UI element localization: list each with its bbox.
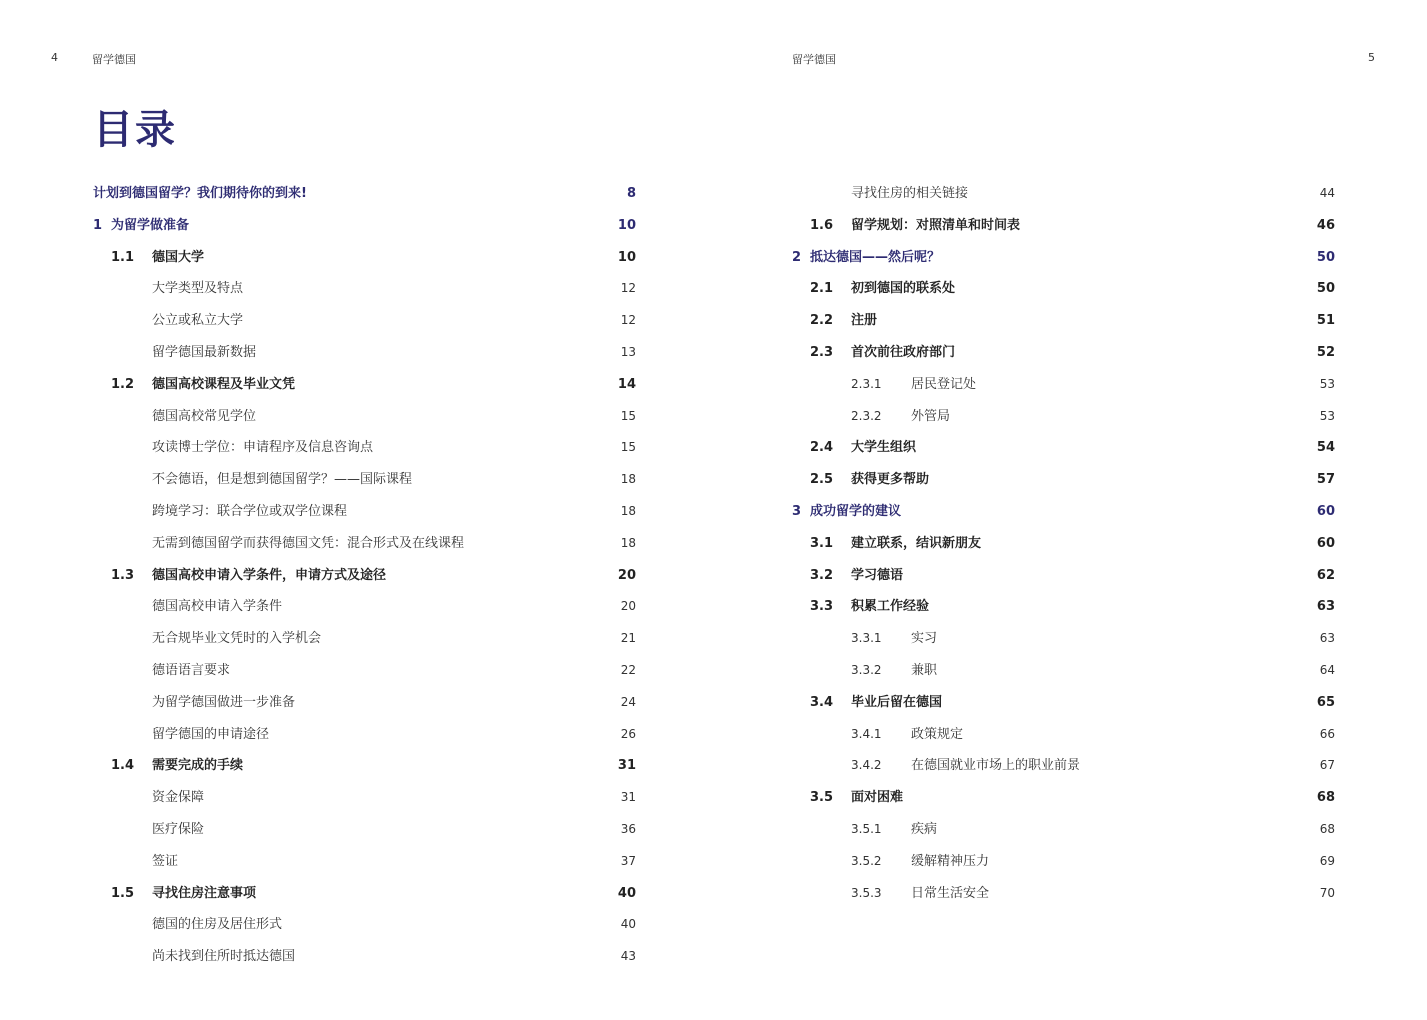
toc-entry-page: 12: [620, 313, 636, 328]
toc-entry-page: 18: [620, 535, 636, 550]
toc-entry[interactable]: [93, 369, 636, 401]
toc-entry-page: 18: [620, 472, 636, 487]
toc-entry-title: 日常生活安全: [911, 885, 990, 901]
toc-entry-page: 66: [1319, 726, 1335, 741]
toc-entry-page: 60: [1316, 503, 1335, 519]
toc-entry[interactable]: [792, 273, 1335, 305]
toc-left-column: [93, 178, 636, 973]
toc-entry-title: 留学规划：对照清单和时间表: [851, 217, 1021, 233]
toc-entry-title: 缓解精神压力: [911, 853, 990, 869]
toc-entry-title: 大学类型及特点: [152, 281, 244, 297]
toc-entry[interactable]: [792, 846, 1335, 878]
toc-entry[interactable]: [792, 337, 1335, 369]
toc-entry[interactable]: [93, 719, 636, 751]
toc-entry[interactable]: [93, 305, 636, 337]
toc-entry[interactable]: [93, 814, 636, 846]
toc-entry-page: 37: [620, 853, 636, 868]
toc-entry-title: 攻读博士学位：申请程序及信息咨询点: [152, 440, 374, 456]
toc-entry-page: 8: [626, 186, 636, 201]
toc-entry-number: 3.5.2: [851, 853, 882, 868]
toc-entry-number: 3.1: [810, 535, 834, 551]
toc-entry-page: 21: [620, 631, 636, 646]
left-running-title: 留学德国: [92, 53, 136, 66]
toc-entry-title: 德语语言要求: [152, 662, 231, 678]
toc-entry-number: 1.6: [810, 217, 834, 233]
toc-entry-title: 初到德国的联系处: [851, 281, 956, 297]
toc-entry-page: 50: [1316, 281, 1335, 297]
toc-entry-title: 学习德语: [851, 567, 904, 583]
toc-entry-number: 2.1: [810, 281, 834, 297]
toc-entry[interactable]: [792, 178, 1335, 210]
toc-entry[interactable]: [792, 655, 1335, 687]
toc-entry-title: 外管局: [911, 408, 951, 424]
toc-entry[interactable]: [93, 687, 636, 719]
toc-entry-title: 兼职: [911, 662, 938, 678]
toc-entry-title: 德国高校申请入学条件: [152, 599, 283, 615]
toc-entry-page: 51: [1316, 313, 1335, 329]
toc-entry[interactable]: [792, 528, 1335, 560]
toc-entry[interactable]: [792, 782, 1335, 814]
toc-entry-page: 68: [1319, 821, 1335, 836]
toc-entry-title: 德国的住房及居住形式: [152, 917, 283, 933]
toc-entry[interactable]: [93, 909, 636, 941]
toc-entry[interactable]: [93, 496, 636, 528]
toc-entry-page: 43: [620, 949, 636, 964]
toc-entry[interactable]: [792, 401, 1335, 433]
toc-entry[interactable]: [792, 591, 1335, 623]
toc-entry[interactable]: [93, 464, 636, 496]
toc-entry[interactable]: [93, 273, 636, 305]
toc-entry-title: 德国高校常见学位: [152, 408, 257, 424]
toc-entry[interactable]: [93, 655, 636, 687]
toc-entry-number: 2: [792, 249, 802, 265]
toc-entry-title: 疾病: [911, 821, 938, 837]
toc-entry[interactable]: [93, 591, 636, 623]
toc-entry-number: 3.3.2: [851, 662, 882, 677]
toc-entry-title: 公立或私立大学: [152, 313, 244, 329]
toc-entry-title: 寻找住房的相关链接: [851, 186, 969, 201]
toc-entry-page: 62: [1316, 567, 1335, 583]
toc-entry-page: 50: [1316, 249, 1335, 265]
toc-entry-title: 尚未找到住所时抵达德国: [152, 949, 296, 965]
toc-entry-title: 无需到德国留学而获得德国文凭：混合形式及在线课程: [152, 535, 465, 551]
toc-entry[interactable]: [93, 210, 636, 242]
toc-entry-page: 70: [1319, 885, 1335, 900]
toc-entry-number: 1.3: [111, 567, 135, 583]
toc-entry-title: 医疗保险: [152, 821, 205, 837]
toc-entry-page: 63: [1319, 631, 1335, 646]
toc-entry-page: 44: [1319, 186, 1335, 200]
toc-entry[interactable]: [792, 814, 1335, 846]
toc-entry[interactable]: [93, 432, 636, 464]
toc-entry-number: 3.5: [810, 790, 834, 806]
toc-entry[interactable]: [792, 687, 1335, 719]
toc-entry[interactable]: [792, 432, 1335, 464]
toc-entry-number: 1.4: [111, 758, 135, 774]
toc-entry-page: 13: [620, 344, 636, 359]
toc-entry[interactable]: [792, 210, 1335, 242]
toc-entry-title: 建立联系，结识新朋友: [851, 535, 982, 551]
toc-entry-title: 获得更多帮助: [851, 472, 930, 488]
toc-entry-title: 跨境学习：联合学位或双学位课程: [152, 503, 348, 519]
toc-entry[interactable]: [792, 878, 1335, 910]
toc-entry[interactable]: [792, 496, 1335, 528]
toc-entry-page: 68: [1316, 790, 1335, 806]
toc-entry-number: 2.3.2: [851, 408, 882, 423]
toc-entry-page: 12: [620, 281, 636, 296]
toc-entry[interactable]: [792, 623, 1335, 655]
toc-entry[interactable]: [93, 782, 636, 814]
toc-entry-number: 2.2: [810, 313, 834, 329]
toc-entry-page: 53: [1319, 376, 1335, 391]
toc-entry-number: 3.4.1: [851, 726, 882, 741]
toc-entry-title: 资金保障: [152, 790, 205, 806]
toc-entry-page: 22: [620, 662, 636, 677]
toc-entry-page: 40: [617, 885, 636, 901]
toc-entry-number: 3.3.1: [851, 631, 882, 646]
left-page-number: 4: [51, 51, 58, 64]
toc-entry-title: 实习: [911, 631, 938, 647]
toc-entry-title: 为留学德国做进一步准备: [152, 694, 296, 710]
toc-entry-number: 1: [93, 217, 103, 233]
toc-entry-title: 居民登记处: [911, 376, 977, 392]
toc-entry[interactable]: [93, 878, 636, 910]
toc-entry-page: 53: [1319, 408, 1335, 423]
toc-entry-title: 不会德语，但是想到德国留学？——国际课程: [152, 472, 413, 488]
toc-entry-page: 60: [1316, 535, 1335, 551]
toc-entry-page: 24: [620, 694, 636, 709]
toc-entry-page: 46: [1316, 217, 1335, 233]
toc-entry-page: 14: [617, 376, 636, 392]
toc-entry[interactable]: [93, 242, 636, 274]
toc-entry-title: 积累工作经验: [851, 599, 930, 615]
toc-entry-title: 德国大学: [152, 249, 205, 265]
toc-entry-title: 德国高校课程及毕业文凭: [152, 376, 296, 392]
right-page-number: 5: [1368, 51, 1375, 64]
toc-entry-title: 德国高校申请入学条件，申请方式及途径: [152, 567, 387, 583]
toc-entry-page: 15: [620, 408, 636, 423]
toc-entry-page: 65: [1316, 694, 1335, 710]
toc-entry-page: 31: [617, 758, 636, 774]
toc-entry-title: 需要完成的手续: [152, 758, 244, 774]
toc-entry-number: 2.3.1: [851, 376, 882, 391]
toc-entry-title: 抵达德国——然后呢？: [810, 249, 941, 265]
toc-entry[interactable]: [93, 528, 636, 560]
toc-entry[interactable]: [93, 560, 636, 592]
toc-entry[interactable]: [792, 719, 1335, 751]
toc-entry[interactable]: [792, 560, 1335, 592]
toc-entry-title: 签证: [152, 853, 179, 869]
toc-entry-number: 1.5: [111, 885, 135, 901]
toc-entry[interactable]: [93, 941, 636, 973]
toc-right-column: [792, 178, 1335, 909]
toc-entry[interactable]: [93, 846, 636, 878]
toc-entry-title: 注册: [851, 313, 878, 329]
toc-entry[interactable]: [93, 750, 636, 782]
toc-entry-page: 20: [617, 567, 636, 583]
toc-entry-page: 10: [617, 249, 636, 265]
toc-entry-title: 寻找住房注意事项: [152, 885, 257, 901]
toc-entry-page: 52: [1316, 344, 1335, 360]
toc-entry[interactable]: [792, 464, 1335, 496]
toc-entry-number: 3.5.1: [851, 821, 882, 836]
toc-entry[interactable]: [93, 623, 636, 655]
toc-entry-title: 无合规毕业文凭时的入学机会: [152, 631, 322, 647]
toc-entry-page: 36: [620, 821, 636, 836]
toc-entry-number: 2.5: [810, 472, 834, 488]
toc-entry-number: 3.2: [810, 567, 834, 583]
toc-entry[interactable]: [792, 305, 1335, 337]
toc-entry[interactable]: [792, 242, 1335, 274]
toc-entry-page: 67: [1319, 758, 1335, 773]
toc-entry-title: 毕业后留在德国: [851, 694, 943, 710]
toc-entry-page: 63: [1316, 599, 1335, 615]
toc-entry-page: 18: [620, 503, 636, 518]
toc-entry-title: 大学生组织: [851, 440, 917, 456]
toc-entry-number: 1.2: [111, 376, 135, 392]
toc-entry[interactable]: [93, 401, 636, 433]
toc-entry-number: 3: [792, 503, 802, 519]
toc-entry-title: 留学德国最新数据: [152, 344, 257, 360]
toc-entry-page: 15: [620, 440, 636, 455]
toc-entry-number: 3.5.3: [851, 885, 882, 900]
toc-entry-title: 政策规定: [911, 726, 964, 742]
toc-entry-page: 57: [1316, 472, 1335, 488]
toc-entry[interactable]: [792, 750, 1335, 782]
toc-entry-title: 在德国就业市场上的职业前景: [911, 758, 1081, 774]
toc-entry[interactable]: [93, 178, 636, 210]
toc-entry-page: 26: [620, 726, 636, 741]
toc-entry-title: 计划到德国留学？我们期待你的到来!: [93, 186, 307, 201]
toc-entry-title: 成功留学的建议: [810, 503, 902, 519]
toc-entry[interactable]: [792, 369, 1335, 401]
right-running-title: 留学德国: [792, 53, 836, 66]
toc-entry-page: 64: [1319, 662, 1335, 677]
toc-entry-title: 为留学做准备: [111, 217, 190, 233]
toc-title: 目录: [93, 107, 177, 153]
toc-entry-number: 3.4.2: [851, 758, 882, 773]
toc-entry-title: 首次前往政府部门: [851, 344, 956, 360]
toc-entry-number: 1.1: [111, 249, 135, 265]
toc-entry-page: 69: [1319, 853, 1335, 868]
toc-entry[interactable]: [93, 337, 636, 369]
toc-entry-number: 2.3: [810, 344, 834, 360]
toc-entry-page: 40: [620, 917, 636, 932]
toc-entry-title: 留学德国的申请途径: [152, 726, 270, 742]
toc-entry-page: 20: [620, 599, 636, 614]
toc-entry-page: 31: [620, 790, 636, 805]
toc-entry-number: 2.4: [810, 440, 834, 456]
toc-entry-page: 10: [617, 217, 636, 233]
toc-entry-number: 3.4: [810, 694, 834, 710]
toc-entry-number: 3.3: [810, 599, 834, 615]
toc-entry-page: 54: [1316, 440, 1335, 456]
toc-entry-title: 面对困难: [851, 790, 904, 806]
